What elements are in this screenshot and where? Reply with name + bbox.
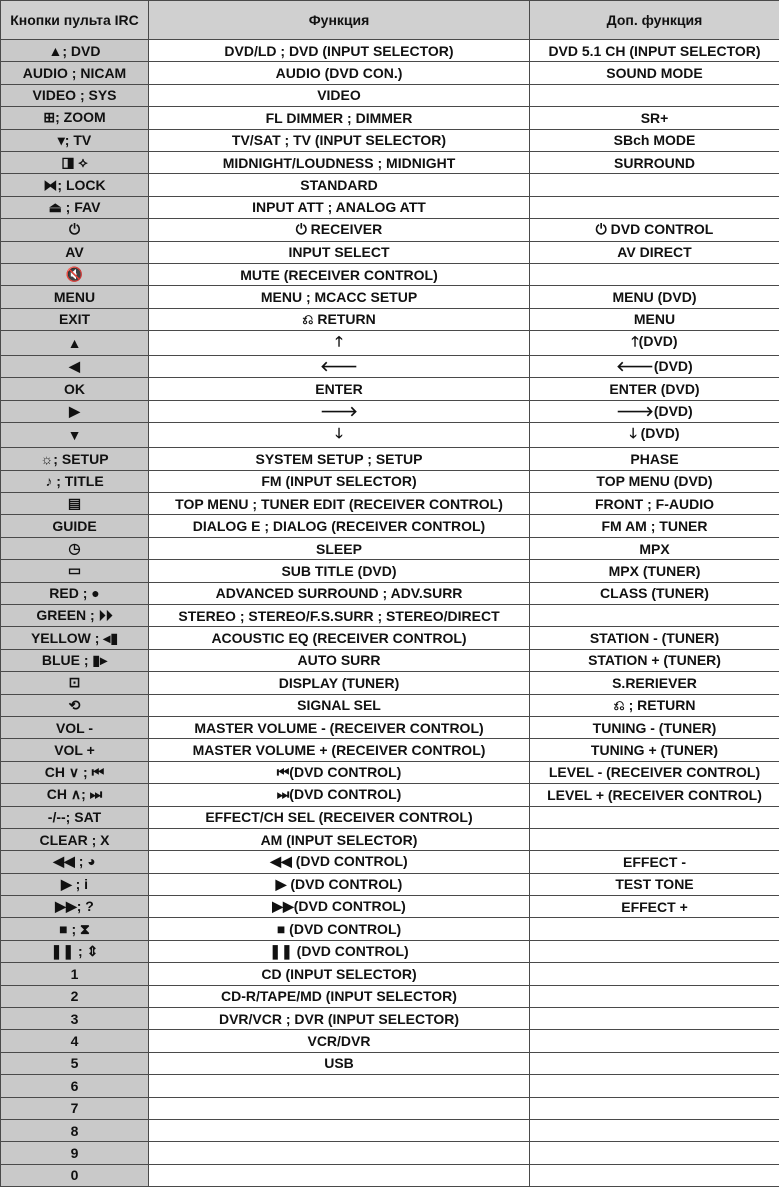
remote-button-cell: AV [1, 241, 149, 263]
extra-function-cell: 🡐(DVD) [530, 356, 779, 378]
extra-function-cell [530, 918, 779, 940]
table-row [1, 1075, 779, 1097]
remote-button-cell: AUDIO ; NICAM [1, 62, 149, 84]
remote-button-cell: 🔇 [1, 263, 149, 285]
table-row [1, 963, 779, 985]
function-cell: MUTE (RECEIVER CONTROL) [149, 263, 530, 285]
table-row [1, 400, 779, 422]
extra-function-cell [530, 963, 779, 985]
extra-function-cell: MENU [530, 308, 779, 330]
remote-button-cell: ◷ [1, 537, 149, 559]
extra-function-cell: PHASE [530, 448, 779, 470]
extra-function-cell: EFFECT + [530, 896, 779, 918]
table-header-row [1, 1, 779, 40]
table-row [1, 896, 779, 918]
remote-button-cell: ▶ [1, 400, 149, 422]
extra-function-cell: TUNING - (TUNER) [530, 716, 779, 738]
extra-function-cell [530, 263, 779, 285]
table-row [1, 560, 779, 582]
remote-button-cell: 2 [1, 985, 149, 1007]
table-row [1, 873, 779, 895]
remote-button-cell: VIDEO ; SYS [1, 84, 149, 106]
function-cell: ⏻ RECEIVER [149, 219, 530, 241]
remote-button-cell: 8 [1, 1119, 149, 1141]
extra-function-cell [530, 1008, 779, 1030]
table-row [1, 761, 779, 783]
extra-function-cell: SOUND MODE [530, 62, 779, 84]
function-cell: ■ (DVD CONTROL) [149, 918, 530, 940]
extra-function-cell: FM AM ; TUNER [530, 515, 779, 537]
table-row [1, 1052, 779, 1074]
extra-function-cell: CLASS (TUNER) [530, 582, 779, 604]
remote-button-cell: 3 [1, 1008, 149, 1030]
extra-function-cell [530, 828, 779, 850]
table-row [1, 1030, 779, 1052]
function-cell: AM (INPUT SELECTOR) [149, 828, 530, 850]
remote-button-cell: ⊞; ZOOM [1, 107, 149, 129]
extra-function-cell [530, 174, 779, 196]
table-row [1, 1008, 779, 1030]
remote-button-cell: 0 [1, 1164, 149, 1186]
remote-button-cell: 5 [1, 1052, 149, 1074]
function-cell: SYSTEM SETUP ; SETUP [149, 448, 530, 470]
remote-button-cell: ⧓; LOCK [1, 174, 149, 196]
function-cell: VIDEO [149, 84, 530, 106]
remote-button-cell: CH ∨ ; ⏮ [1, 761, 149, 783]
function-cell [149, 1119, 530, 1141]
remote-button-cell: ⏏ ; FAV [1, 196, 149, 218]
function-cell: ACOUSTIC EQ (RECEIVER CONTROL) [149, 627, 530, 649]
table-row [1, 828, 779, 850]
remote-button-cell: ▤ [1, 493, 149, 515]
function-cell: ⏮(DVD CONTROL) [149, 761, 530, 783]
header-remote-buttons: Кнопки пульта IRC [1, 1, 149, 40]
table-row [1, 851, 779, 873]
table-row [1, 582, 779, 604]
remote-button-cell: EXIT [1, 308, 149, 330]
function-cell: DVR/VCR ; DVR (INPUT SELECTOR) [149, 1008, 530, 1030]
remote-button-cell: 9 [1, 1142, 149, 1164]
header-function: Функция [149, 1, 530, 40]
remote-button-cell: ⊡ [1, 672, 149, 694]
remote-button-cell: VOL - [1, 716, 149, 738]
table-row [1, 918, 779, 940]
remote-button-cell: ☼; SETUP [1, 448, 149, 470]
table-row [1, 515, 779, 537]
remote-button-cell: 6 [1, 1075, 149, 1097]
function-cell: FM (INPUT SELECTOR) [149, 470, 530, 492]
function-cell: ◀◀ (DVD CONTROL) [149, 851, 530, 873]
remote-button-cell: ▲ [1, 331, 149, 356]
table-row [1, 604, 779, 626]
extra-function-cell: SBch MODE [530, 129, 779, 151]
table-row [1, 174, 779, 196]
function-cell: 🡓 [149, 423, 530, 448]
extra-function-cell: TEST TONE [530, 873, 779, 895]
table-row [1, 448, 779, 470]
extra-function-cell: LEVEL + (RECEIVER CONTROL) [530, 784, 779, 806]
remote-button-cell: ❚❚ ; ⇕ [1, 940, 149, 962]
table-row [1, 62, 779, 84]
table-row [1, 1097, 779, 1119]
function-cell: ⎌ RETURN [149, 308, 530, 330]
table-row [1, 129, 779, 151]
table-row [1, 423, 779, 448]
table-row [1, 672, 779, 694]
table-row [1, 378, 779, 400]
function-cell: DISPLAY (TUNER) [149, 672, 530, 694]
table-row [1, 627, 779, 649]
remote-button-cell: ⏻ [1, 219, 149, 241]
table-row [1, 151, 779, 173]
function-cell: SLEEP [149, 537, 530, 559]
table-row [1, 107, 779, 129]
function-cell: VCR/DVR [149, 1030, 530, 1052]
extra-function-cell: AV DIRECT [530, 241, 779, 263]
extra-function-cell: FRONT ; F-AUDIO [530, 493, 779, 515]
extra-function-cell: ENTER (DVD) [530, 378, 779, 400]
function-cell: ▶▶(DVD CONTROL) [149, 896, 530, 918]
extra-function-cell [530, 1030, 779, 1052]
function-cell [149, 1142, 530, 1164]
remote-button-cell: ⟲ [1, 694, 149, 716]
remote-button-cell: BLUE ; ▮▸ [1, 649, 149, 671]
remote-button-cell: ▲; DVD [1, 40, 149, 62]
remote-button-cell: -/--; SAT [1, 806, 149, 828]
extra-function-cell: STATION + (TUNER) [530, 649, 779, 671]
extra-function-cell [530, 940, 779, 962]
function-cell: CD (INPUT SELECTOR) [149, 963, 530, 985]
function-cell: INPUT ATT ; ANALOG ATT [149, 196, 530, 218]
extra-function-cell [530, 1164, 779, 1186]
remote-button-cell: CLEAR ; X [1, 828, 149, 850]
remote-button-cell: 1 [1, 963, 149, 985]
header-extra-function: Доп. функция [530, 1, 779, 40]
remote-button-cell: ◨ ⟡ [1, 151, 149, 173]
table-row [1, 1142, 779, 1164]
extra-function-cell [530, 985, 779, 1007]
remote-button-cell: ▶▶; ? [1, 896, 149, 918]
function-cell: SUB TITLE (DVD) [149, 560, 530, 582]
remote-button-cell: RED ; ● [1, 582, 149, 604]
function-cell: TOP MENU ; TUNER EDIT (RECEIVER CONTROL) [149, 493, 530, 515]
table-row [1, 806, 779, 828]
function-cell: EFFECT/CH SEL (RECEIVER CONTROL) [149, 806, 530, 828]
function-cell: DIALOG E ; DIALOG (RECEIVER CONTROL) [149, 515, 530, 537]
remote-button-cell: ◀◀ ; ◕ [1, 851, 149, 873]
extra-function-cell: S.RERIEVER [530, 672, 779, 694]
extra-function-cell: DVD 5.1 CH (INPUT SELECTOR) [530, 40, 779, 62]
extra-function-cell: TOP MENU (DVD) [530, 470, 779, 492]
function-cell: STEREO ; STEREO/F.S.SURR ; STEREO/DIRECT [149, 604, 530, 626]
remote-button-cell: ▭ [1, 560, 149, 582]
extra-function-cell: ⏻ DVD CONTROL [530, 219, 779, 241]
extra-function-cell: 🡑(DVD) [530, 331, 779, 356]
function-cell: 🡒 [149, 400, 530, 422]
extra-function-cell: TUNING + (TUNER) [530, 739, 779, 761]
extra-function-cell: 🡒(DVD) [530, 400, 779, 422]
function-cell: 🡐 [149, 356, 530, 378]
function-cell: AUTO SURR [149, 649, 530, 671]
remote-button-cell: GREEN ; ⏵⏵ [1, 604, 149, 626]
function-cell: STANDARD [149, 174, 530, 196]
extra-function-cell: SR+ [530, 107, 779, 129]
table-row [1, 286, 779, 308]
extra-function-cell [530, 1075, 779, 1097]
table-row [1, 537, 779, 559]
remote-button-cell: MENU [1, 286, 149, 308]
function-cell: AUDIO (DVD CON.) [149, 62, 530, 84]
function-cell: SIGNAL SEL [149, 694, 530, 716]
extra-function-cell: 🡓 (DVD) [530, 423, 779, 448]
remote-button-cell: ▾; TV [1, 129, 149, 151]
table-row [1, 739, 779, 761]
extra-function-cell: MPX [530, 537, 779, 559]
remote-button-cell: 7 [1, 1097, 149, 1119]
function-cell: MASTER VOLUME + (RECEIVER CONTROL) [149, 739, 530, 761]
function-cell: TV/SAT ; TV (INPUT SELECTOR) [149, 129, 530, 151]
remote-button-cell: GUIDE [1, 515, 149, 537]
remote-button-cell: ▶ ; i [1, 873, 149, 895]
extra-function-cell [530, 1119, 779, 1141]
function-cell: ENTER [149, 378, 530, 400]
table-row [1, 716, 779, 738]
table-row [1, 356, 779, 378]
function-cell [149, 1097, 530, 1119]
table-row [1, 649, 779, 671]
table-row [1, 308, 779, 330]
table-row [1, 263, 779, 285]
table-row [1, 470, 779, 492]
remote-button-cell: YELLOW ; ◂▮ [1, 627, 149, 649]
remote-button-cell: ♪ ; TITLE [1, 470, 149, 492]
remote-button-cell: 4 [1, 1030, 149, 1052]
remote-button-cell: CH ∧; ⏭ [1, 784, 149, 806]
extra-function-cell: MENU (DVD) [530, 286, 779, 308]
remote-button-cell: VOL + [1, 739, 149, 761]
function-cell [149, 1075, 530, 1097]
extra-function-cell: ⎌ ; RETURN [530, 694, 779, 716]
table-row [1, 196, 779, 218]
remote-button-cell: ▼ [1, 423, 149, 448]
extra-function-cell [530, 604, 779, 626]
function-cell: FL DIMMER ; DIMMER [149, 107, 530, 129]
extra-function-cell [530, 806, 779, 828]
extra-function-cell [530, 1052, 779, 1074]
extra-function-cell [530, 84, 779, 106]
table-row [1, 331, 779, 356]
function-cell: DVD/LD ; DVD (INPUT SELECTOR) [149, 40, 530, 62]
table-row [1, 40, 779, 62]
function-cell: USB [149, 1052, 530, 1074]
function-cell [149, 1164, 530, 1186]
function-cell: ⏭(DVD CONTROL) [149, 784, 530, 806]
table-row [1, 784, 779, 806]
function-cell: CD-R/TAPE/MD (INPUT SELECTOR) [149, 985, 530, 1007]
function-cell: MENU ; MCACC SETUP [149, 286, 530, 308]
table-row [1, 493, 779, 515]
function-cell: MASTER VOLUME - (RECEIVER CONTROL) [149, 716, 530, 738]
extra-function-cell [530, 1097, 779, 1119]
function-cell: 🡑 [149, 331, 530, 356]
function-cell: INPUT SELECT [149, 241, 530, 263]
extra-function-cell [530, 196, 779, 218]
table-row [1, 985, 779, 1007]
extra-function-cell: MPX (TUNER) [530, 560, 779, 582]
extra-function-cell: EFFECT - [530, 851, 779, 873]
function-cell: ADVANCED SURROUND ; ADV.SURR [149, 582, 530, 604]
table-row [1, 219, 779, 241]
table-row [1, 241, 779, 263]
function-cell: ❚❚ (DVD CONTROL) [149, 940, 530, 962]
extra-function-cell: LEVEL - (RECEIVER CONTROL) [530, 761, 779, 783]
table-row [1, 940, 779, 962]
remote-button-cell: ■ ; ⧗ [1, 918, 149, 940]
extra-function-cell: STATION - (TUNER) [530, 627, 779, 649]
extra-function-cell [530, 1142, 779, 1164]
table-body [1, 40, 779, 1187]
remote-button-cell: OK [1, 378, 149, 400]
table-row [1, 1164, 779, 1186]
function-cell: MIDNIGHT/LOUDNESS ; MIDNIGHT [149, 151, 530, 173]
function-cell: ▶ (DVD CONTROL) [149, 873, 530, 895]
table-row [1, 84, 779, 106]
table-row [1, 694, 779, 716]
remote-button-cell: ◀ [1, 356, 149, 378]
table-row [1, 1119, 779, 1141]
extra-function-cell: SURROUND [530, 151, 779, 173]
